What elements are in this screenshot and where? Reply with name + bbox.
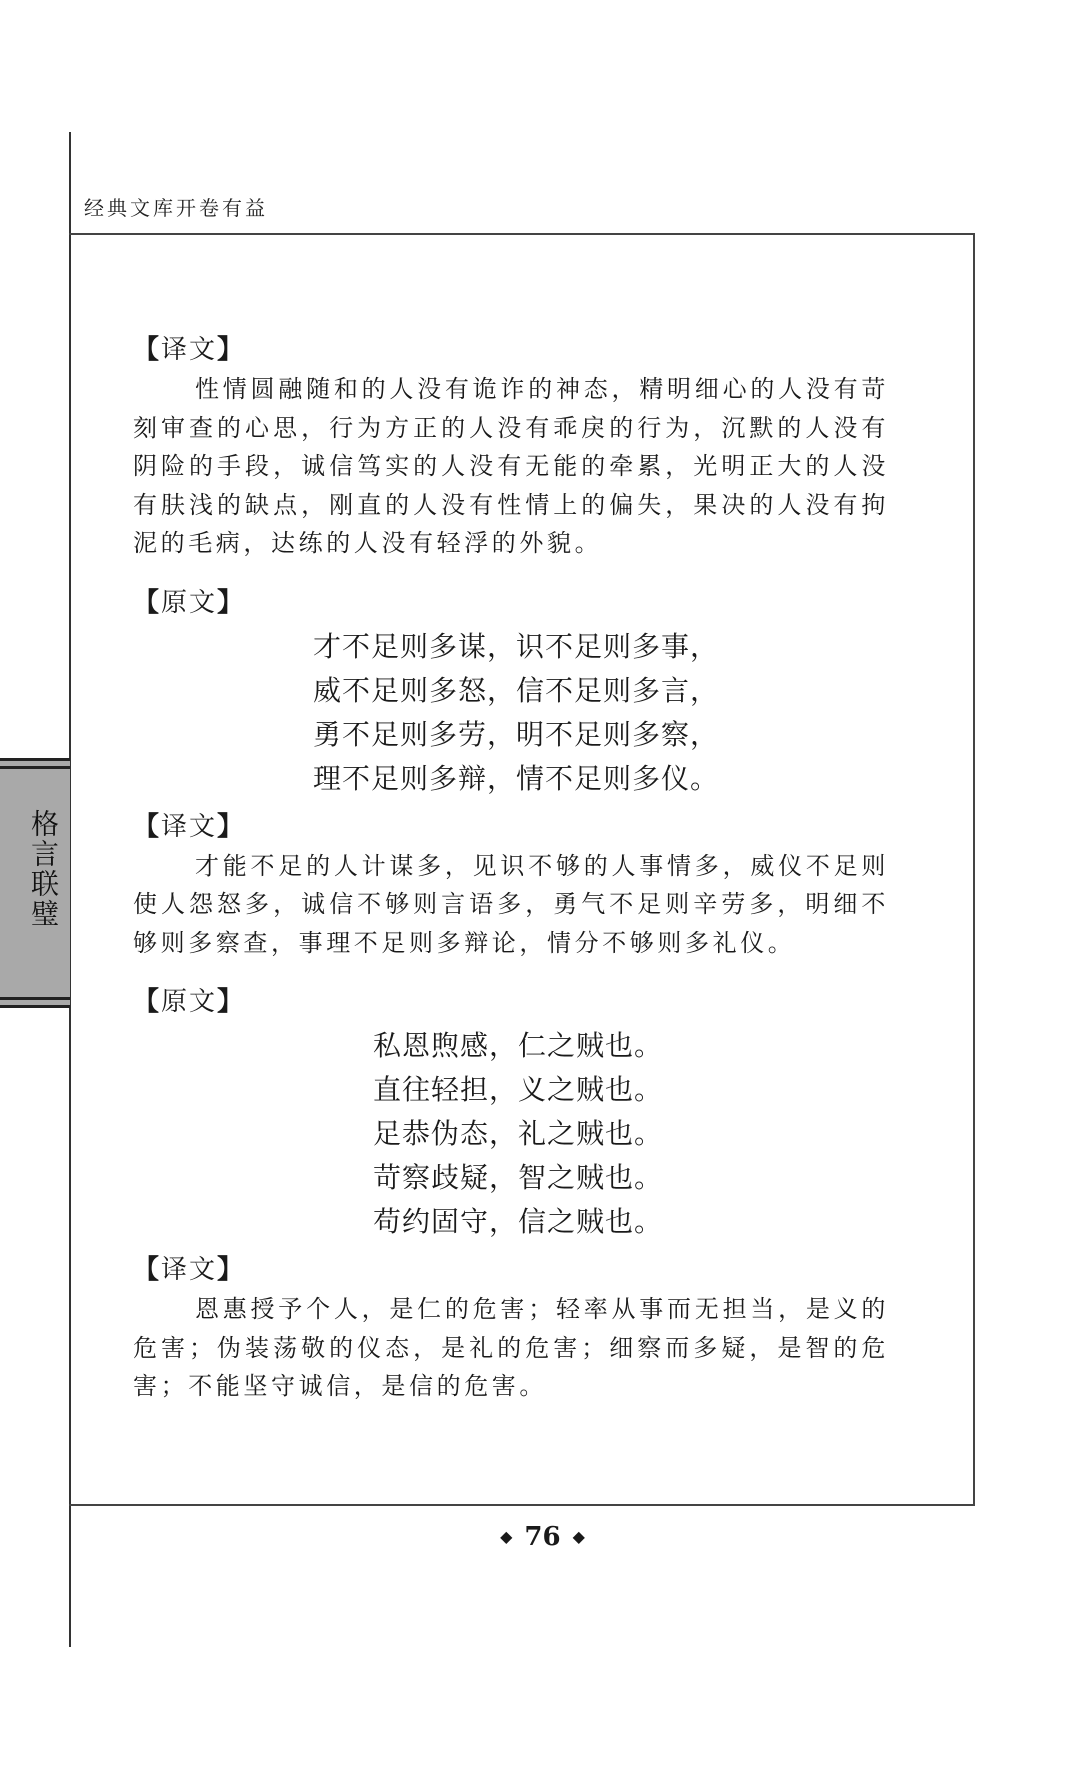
running-header: 经典文库开卷有益 bbox=[84, 196, 268, 220]
page-footer bbox=[0, 1522, 1085, 1552]
section-label: 【原文】 bbox=[133, 587, 246, 618]
verse-line: 才不足则多谋，识不足则多事， bbox=[313, 629, 720, 663]
verse-line: 苛察歧疑，智之贼也。 bbox=[373, 1161, 664, 1194]
translation-paragraph: 性情圆融随和的人没有诡诈的神态，精明细心的人没有苛刻审查的心思，行为方正的人没有乖戾的行为，沉默的人没有阴险的手段，诚信笃实的人没有无能的牵累，光明正大的人没有肤浅的缺点，刚直的人没有性情上的偏失，果决的人没有拘泥的毛病，达练的人没有轻浮的外貌。 bbox=[133, 375, 889, 557]
section-label: 【原文】 bbox=[133, 987, 246, 1017]
translation-paragraph: 恩惠授予个人，是仁的危害；轻率从事而无担当，是义的危害；伪装荡敬的仪态，是礼的危害；细察而多疑，是智的危害；不能坚守诚信，是信的危害。 bbox=[133, 1295, 889, 1400]
verse-line: 勇不足则多劳，明不足则多察， bbox=[313, 717, 720, 751]
side-thumb-tab bbox=[0, 758, 70, 1008]
diamond-ornament-icon: ◆ bbox=[572, 1526, 585, 1546]
tab-rule-top bbox=[0, 766, 70, 769]
verse-line: 威不足则多怒，信不足则多言， bbox=[313, 673, 720, 707]
diamond-ornament-icon: ◆ bbox=[500, 1526, 513, 1546]
page-number: 76 bbox=[524, 1522, 561, 1552]
original-verse bbox=[133, 1024, 889, 1244]
side-tab-label: 格言联璧 bbox=[27, 809, 60, 929]
verse-line: 苟约固守，信之贼也。 bbox=[373, 1205, 664, 1238]
tab-rule-bottom bbox=[0, 997, 70, 1000]
page-content bbox=[133, 330, 889, 1406]
section-label: 【译文】 bbox=[133, 811, 246, 842]
verse-line: 私恩煦感，仁之贼也。 bbox=[373, 1029, 664, 1062]
verse-line: 直往轻担，义之贼也。 bbox=[373, 1073, 664, 1106]
section-label: 【译文】 bbox=[133, 1255, 246, 1285]
verse-line: 足恭伪态，礼之贼也。 bbox=[373, 1117, 664, 1150]
translation-paragraph: 才能不足的人计谋多，见识不够的人事情多，威仪不足则使人怨怒多，诚信不够则言语多，勇气不足则辛劳多，明细不够则多察查，事理不足则多辩论，情分不够则多礼仪。 bbox=[133, 851, 889, 957]
section-label: 【译文】 bbox=[133, 335, 246, 365]
verse-line: 理不足则多辩，情不足则多仪。 bbox=[313, 761, 720, 795]
original-verse bbox=[133, 625, 889, 801]
